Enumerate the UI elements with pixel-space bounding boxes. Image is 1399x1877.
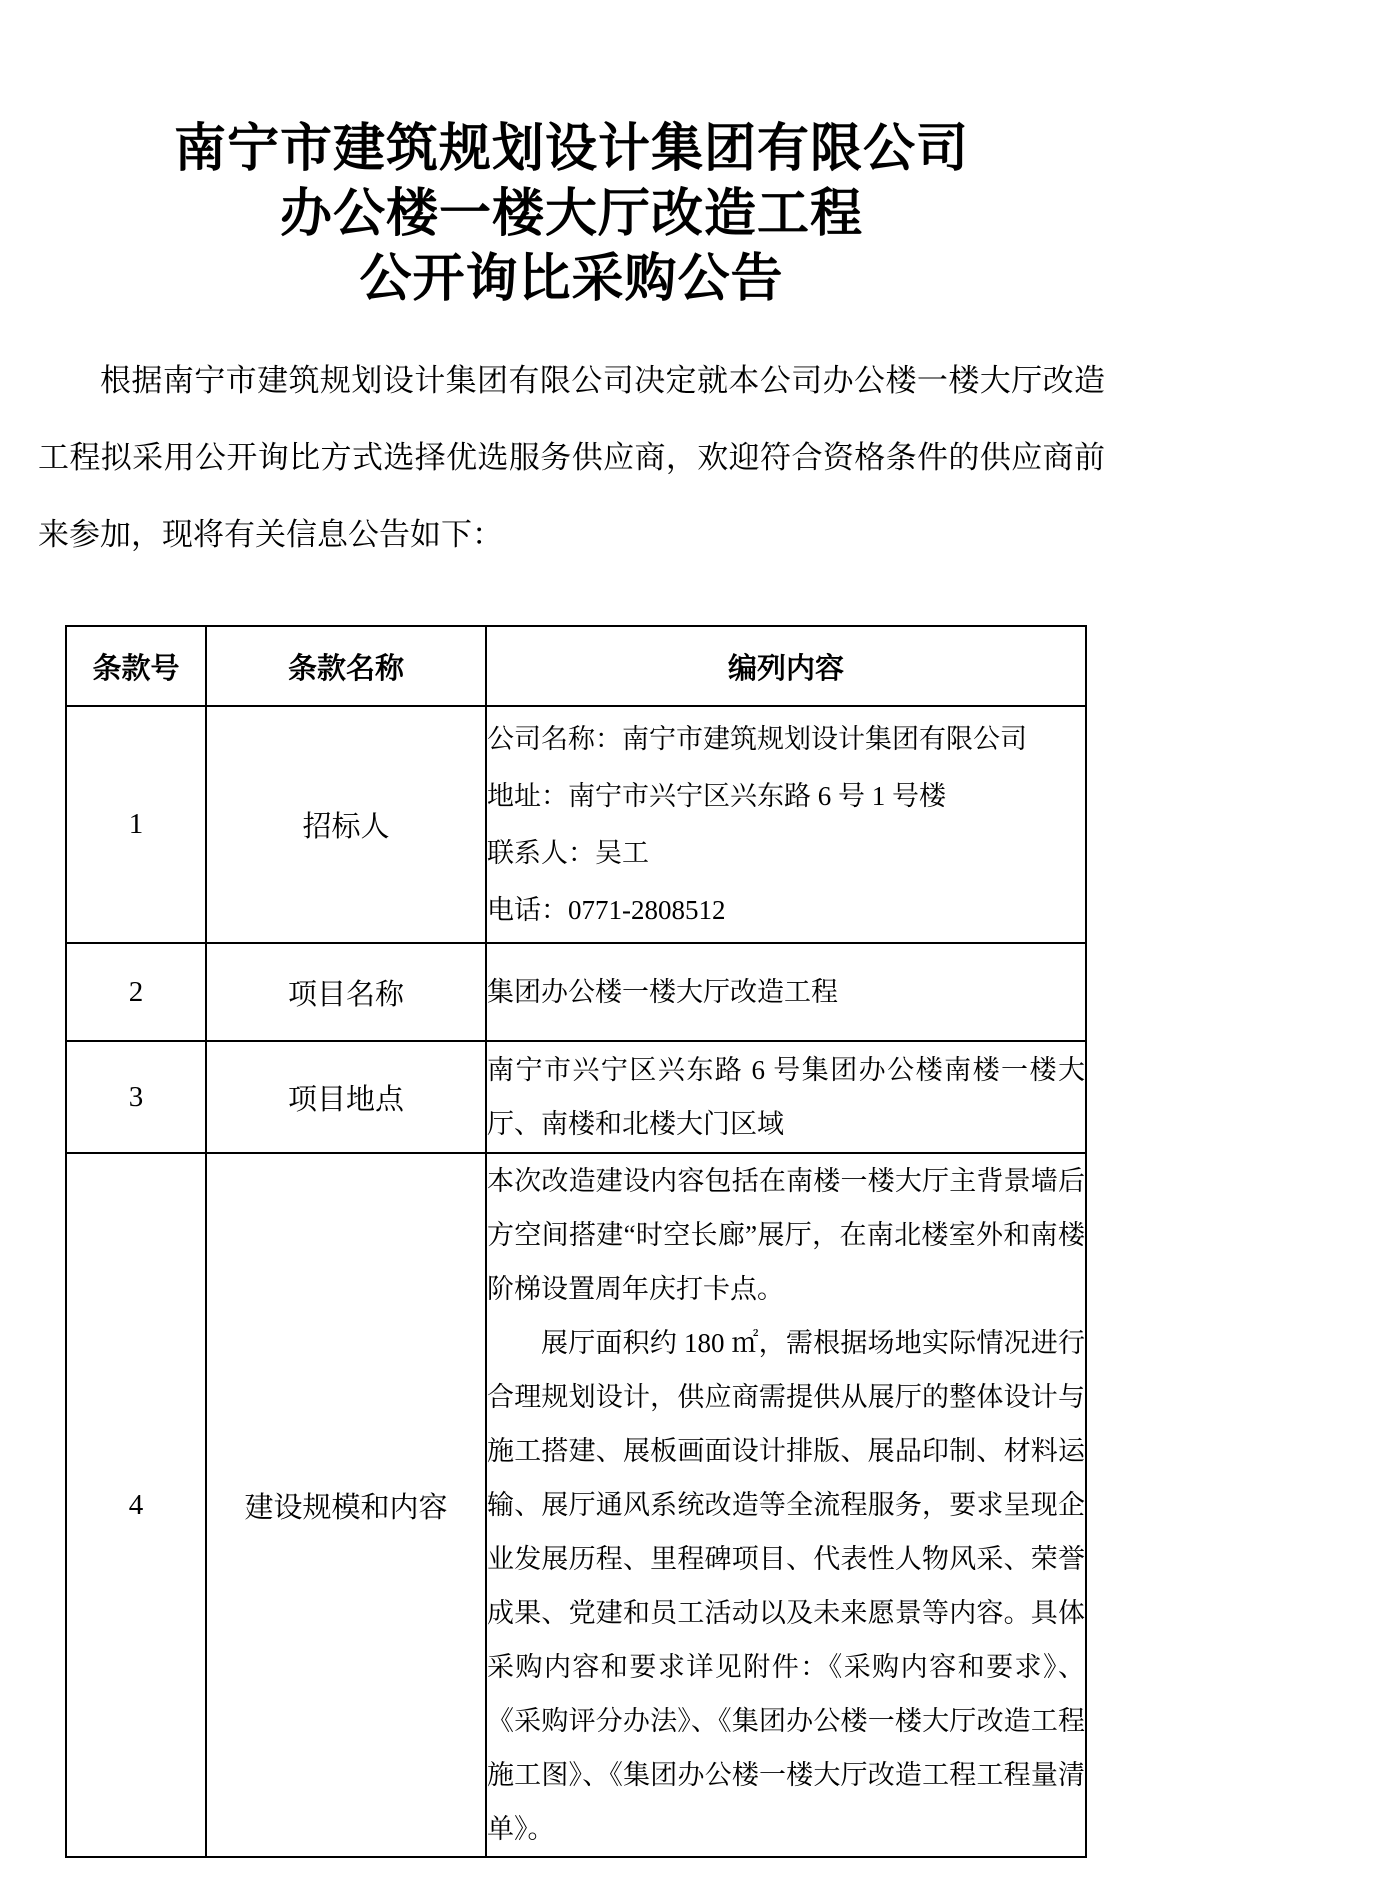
clause-name-cell: 招标人	[206, 706, 486, 943]
header-clause-number: 条款号	[66, 626, 206, 706]
bidder-company-name: 公司名称：南宁市建筑规划设计集团有限公司	[487, 723, 1027, 754]
scale-paragraph-overview: 本次改造建设内容包括在南楼一楼大厅主背景墙后方空间搭建“时空长廊”展厅，在南北楼室外和南楼阶梯设置周年庆打卡点。	[487, 1166, 1085, 1304]
clause-number-cell: 3	[66, 1041, 206, 1153]
bidder-contact-person: 联系人：吴工	[487, 837, 649, 868]
title-line-company: 南宁市建筑规划设计集团有限公司	[173, 120, 969, 178]
bidder-phone: 电话：0771-2808512	[487, 894, 726, 925]
clause-content-cell	[486, 1153, 1086, 1857]
clause-name-cell: 项目名称	[206, 943, 486, 1041]
table-row-scale-and-content	[66, 1153, 1086, 1857]
terms-table	[65, 625, 1087, 1858]
project-location-value: 南宁市兴宁区兴东路 6 号集团办公楼南楼一楼大厅、南楼和北楼大门区域	[487, 1055, 1085, 1139]
clause-content-cell	[486, 1041, 1086, 1153]
clause-name-cell: 项目地点	[206, 1041, 486, 1153]
bidder-address: 地址：南宁市兴宁区兴东路 6 号 1 号楼	[487, 780, 946, 811]
header-clause-name: 条款名称	[206, 626, 486, 706]
table-header-row	[66, 626, 1086, 706]
clause-number-cell: 1	[66, 706, 206, 943]
scale-paragraph-details: 展厅面积约 180 ㎡，需根据场地实际情况进行合理规划设计，供应商需提供从展厅的整体设计与施工搭建、展板画面设计排版、展品印制、材料运输、展厅通风系统改造等全流程服务，要求呈现企业发展历程、里程碑项目、代表性人物风采、荣誉成果、党建和员工活动以及未来愿景等内容。具体采购内容和要求详见附件：《采购内容和要求》、《采购评分办法》、《集团办公楼一楼大厅改造工程施工图》、《集团办公楼一楼大厅改造工程工程量清单》。	[487, 1328, 1085, 1844]
table-row-project-name	[66, 943, 1086, 1041]
table-row-bidder	[66, 706, 1086, 943]
clause-content-cell	[486, 943, 1086, 1041]
header-clause-content: 编列内容	[486, 626, 1086, 706]
clause-number-cell: 2	[66, 943, 206, 1041]
intro-paragraph: 根据南宁市建筑规划设计集团有限公司决定就本公司办公楼一楼大厅改造工程拟采用公开询比方式选择优选服务供应商，欢迎符合资格条件的供应商前来参加，现将有关信息公告如下：	[38, 363, 1105, 552]
table-row-project-location	[66, 1041, 1086, 1153]
project-name-value: 集团办公楼一楼大厅改造工程	[487, 976, 838, 1007]
clause-content-cell	[486, 706, 1086, 943]
title-line-notice: 公开询比采购公告	[359, 250, 784, 308]
clause-name-cell: 建设规模和内容	[206, 1153, 486, 1857]
title-line-project: 办公楼一楼大厅改造工程	[279, 185, 863, 243]
clause-number-cell: 4	[66, 1153, 206, 1857]
document-title	[38, 117, 1105, 312]
